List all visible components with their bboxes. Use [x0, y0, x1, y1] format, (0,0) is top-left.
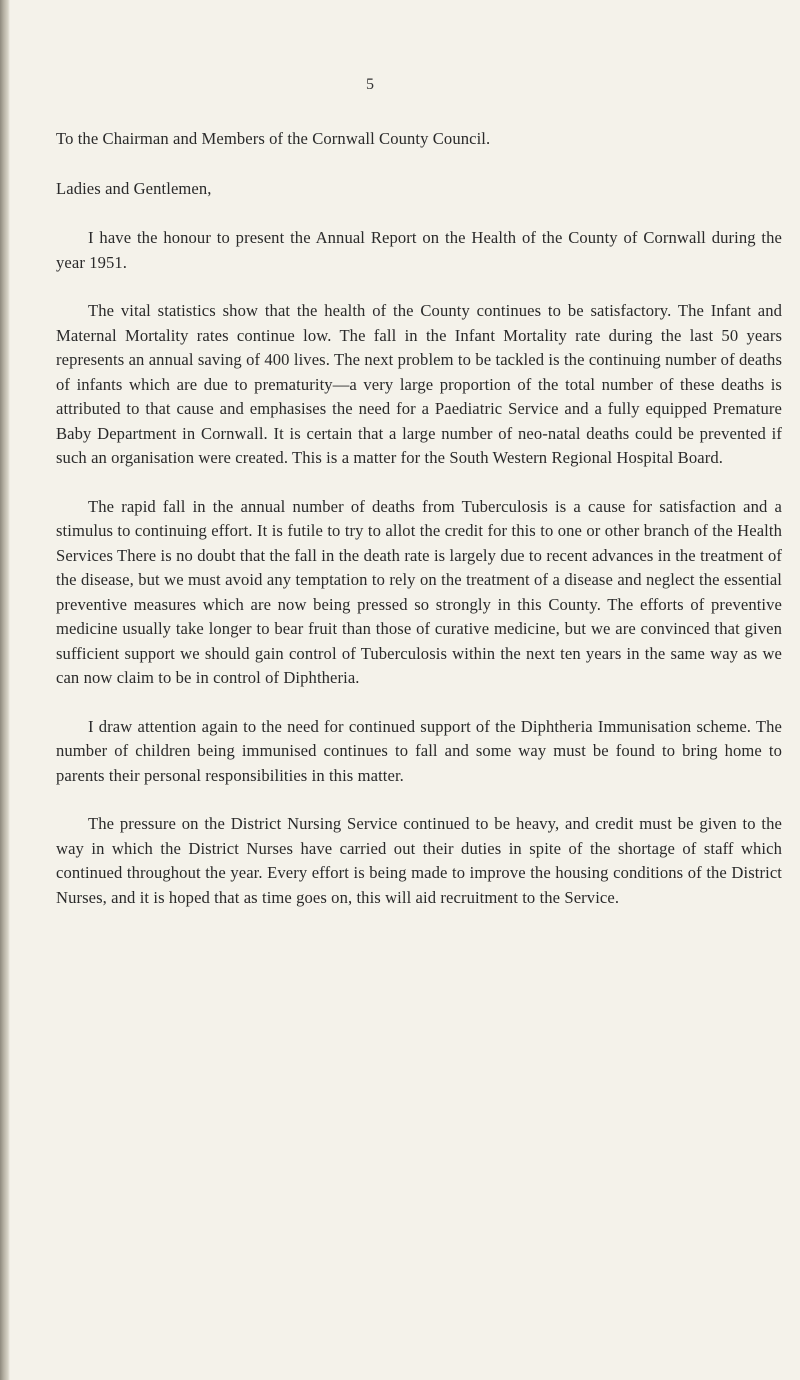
binding-edge	[0, 0, 10, 1380]
letter-body	[56, 127, 782, 934]
paragraph-diphtheria-immunisation: I draw attention again to the need for continued support of the Diphtheria Immunisation scheme. The number of children being immunised continues to fall and some way must be found to bring home to parents their personal responsibilities in this matter.	[56, 716, 782, 785]
page-number: 5	[366, 76, 374, 93]
paragraph-report-introduction: I have the honour to present the Annual Report on the Health of the County of Cornwall during the year 1951.	[56, 228, 782, 272]
letter-address: To the Chairman and Members of the Cornwall County Council.	[56, 129, 491, 148]
paragraph-tuberculosis: The rapid fall in the annual number of deaths from Tuberculosis is a cause for satisfaction and a stimulus to continuing effort. It is futile to try to allot the credit for this to one or other branch of the Health Services There is no doubt that the fall in the death rate is largely due to recent advances in the treatment of the disease, but we must avoid any temptation to rely on the treatment of a disease and neglect the essential preventive measures which are now being pressed so strongly in this County. The efforts of preventive medicine usually take longer to bear fruit than those of curative medicine, but we are convinced that given sufficient support we should gain control of Tuberculosis within the next ten years in the same way as we can now claim to be in control of Diphtheria.	[56, 496, 782, 687]
paragraph-district-nursing: The pressure on the District Nursing Service continued to be heavy, and credit must be given to the way in which the District Nurses have carried out their duties in spite of the shortage of staff which continued throughout the year. Every effort is being made to improve the housing conditions of the District Nurses, and it is hoped that as time goes on, this will aid recruitment to the Service.	[56, 814, 782, 907]
paragraph-vital-statistics: The vital statistics show that the health of the County continues to be satisfactory. The Infant and Maternal Mortality rates continue low. The fall in the Infant Mortality rate during the last 50 years represents an annual saving of 400 lives. The next problem to be tackled is the continuing number of deaths of infants which are due to prematurity—a very large proportion of the total number of these deaths is attributed to that cause and emphasises the need for a Paediatric Service and a fully equipped Premature Baby Department in Cornwall. It is certain that a large number of neo-natal deaths could be prevented if such an organisation were created. This is a matter for the South Western Regional Hospital Board.	[56, 301, 782, 467]
letter-salutation: Ladies and Gentlemen,	[56, 178, 212, 198]
